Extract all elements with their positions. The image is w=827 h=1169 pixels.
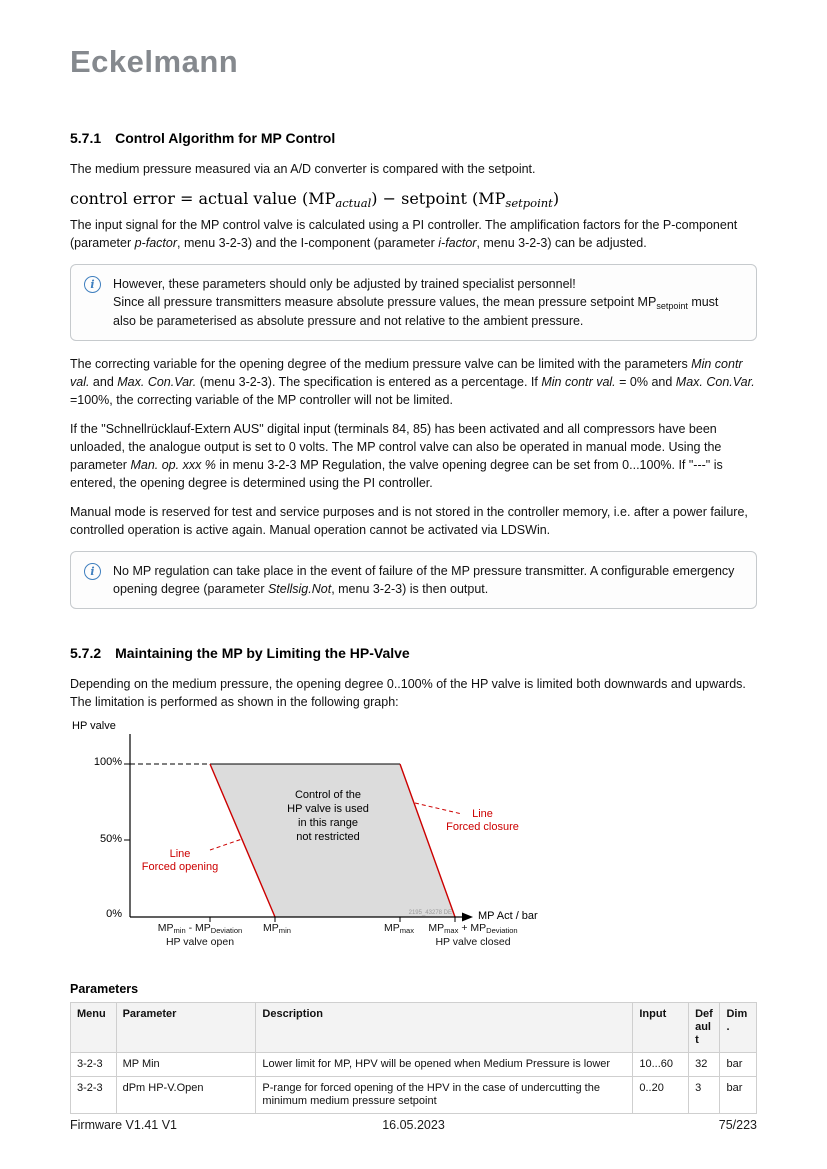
- x-tick-mpmin-deviation: $MP_{min} - MP_{Deviation}$: [157, 922, 243, 936]
- x-axis-label: MP Act / bar: [478, 910, 538, 922]
- cell-default: 32: [689, 1053, 720, 1077]
- x-note-valve-closed: HP valve closed: [435, 936, 511, 948]
- info-box-text: However, these parameters should only be adjusted by trained specialist personnel! Since all pressure transmitters measure absolute pressure values, the mean pressure setpoint $MP_{setpoint}$ must also be parameterised as absolute pressure and not relative to the ambient pressure.: [113, 277, 719, 328]
- hp-valve-limit-graph: [70, 722, 590, 974]
- info-box-text: No MP regulation can take place in the event of failure of the MP pressure transmitter. A configurable emergency opening degree (parameter Stellsig.Not, menu 3-2-3) is then output.: [113, 564, 735, 596]
- section-number: 5.7.1: [70, 130, 102, 146]
- table-header-row: [71, 1003, 757, 1053]
- forced-opening-label: Line Forced opening: [141, 848, 219, 873]
- col-input: Input: [633, 1003, 689, 1053]
- x-tick-mpmax-deviation: $MP_{max} + MP_{Deviation}$: [428, 922, 518, 936]
- col-default: Default: [689, 1003, 720, 1053]
- y-tick-0: 0%: [106, 908, 122, 920]
- cell-parameter: dPm HP-V.Open: [116, 1077, 256, 1114]
- col-dim: Dim.: [720, 1003, 757, 1053]
- paragraph-intro-572: Depending on the medium pressure, the opening degree 0..100% of the HP valve is limited both downwards and upwards. The limitation is performed as shown in the following graph:: [70, 677, 746, 709]
- page-footer: [70, 1118, 757, 1132]
- x-axis-arrow-icon: [462, 913, 473, 922]
- section-title: Maintaining the MP by Limiting the HP-Valve: [115, 645, 410, 661]
- forced-closure-label: Line Forced closure: [446, 808, 519, 833]
- cell-parameter: MP Min: [116, 1053, 256, 1077]
- footer-firmware-version: Firmware V1.41 V1: [70, 1118, 177, 1132]
- control-error-formula: control error = actual value $(MP_{actual})$ − setpoint $(MP_{setpoint})$: [70, 189, 560, 211]
- cell-input: 10...60: [633, 1053, 689, 1077]
- footer-date: 16.05.2023: [382, 1118, 445, 1132]
- figure-watermark: 2195_43278 DE: [408, 910, 452, 916]
- cell-input: 0..20: [633, 1077, 689, 1114]
- section-number: 5.7.2: [70, 645, 102, 661]
- table-row: [71, 1077, 757, 1114]
- paragraph-correcting-variable: The correcting variable for the opening degree of the medium pressure valve can be limited with the parameters Min contr val. and Max. Con.Var. (menu 3-2-3). The specification is entered as a percentage. If Min contr val. = 0% and Max. Con.Var. =100%, the correcting variable of the MP controller will not be limited.: [70, 357, 755, 407]
- cell-description: P-range for forced opening of the HPV in the case of undercutting the minimum medium pressure setpoint: [256, 1077, 633, 1114]
- paragraph-manual-mode: If the "Schnellrücklauf-Extern AUS" digital input (terminals 84, 85) has been activated and all compressors have been unloaded, the analogue output is set to 0 volts. The MP control valve can also be operated in manual mode. Using the parameter Man. op. xxx % in menu 3-2-3 MP Regulation, the valve opening degree can be set from 0...100%. If "---" is entered, the opening degree is determined using the PI controller.: [70, 422, 723, 490]
- y-tick-100: 100%: [93, 756, 122, 768]
- cell-dim: bar: [720, 1053, 757, 1077]
- x-tick-mpmax: $MP_{max}$: [383, 922, 414, 936]
- cell-dim: bar: [720, 1077, 757, 1114]
- paragraph-pi-controller: The input signal for the MP control valve is calculated using a PI controller. The amplification factors for the P-component (parameter p-factor, menu 3-2-3) and the I-component (parameter i-factor, menu 3-2-3) can be adjusted.: [70, 218, 738, 250]
- col-parameter: Parameter: [116, 1003, 256, 1053]
- info-icon: i: [84, 276, 101, 293]
- section-title: Control Algorithm for MP Control: [115, 130, 336, 146]
- section-heading-571: [70, 130, 757, 146]
- parameters-table: [70, 1002, 757, 1114]
- info-box-transmitter-failure: [70, 551, 757, 609]
- x-note-valve-open: HP valve open: [165, 936, 235, 948]
- col-menu: Menu: [71, 1003, 117, 1053]
- paragraph-intro-571: The medium pressure measured via an A/D converter is compared with the setpoint.: [70, 162, 536, 176]
- cell-default: 3: [689, 1077, 720, 1114]
- table-row: [71, 1053, 757, 1077]
- y-axis-label: HP valve: [72, 720, 116, 732]
- eckelmann-logo: Eckelmann: [70, 44, 239, 79]
- section-heading-572: [70, 645, 757, 661]
- cell-menu: 3-2-3: [71, 1077, 117, 1114]
- footer-page-number: 75/223: [718, 1118, 757, 1132]
- info-box-specialist: [70, 264, 757, 341]
- col-description: Description: [256, 1003, 633, 1053]
- cell-description: Lower limit for MP, HPV will be opened when Medium Pressure is lower: [256, 1053, 633, 1077]
- cell-menu: 3-2-3: [71, 1053, 117, 1077]
- parameters-heading: Parameters: [70, 982, 139, 996]
- y-tick-50: 50%: [99, 833, 122, 845]
- info-icon: i: [84, 563, 101, 580]
- region-label: Control of the HP valve is used in this range not restricted: [287, 789, 369, 843]
- x-tick-mpmin: $MP_{min}$: [263, 922, 291, 936]
- paragraph-service: Manual mode is reserved for test and service purposes and is not stored in the controller memory, i.e. after a power failure, controlled operation is active again. Manual operation cannot be activated via LDSWin.: [70, 505, 748, 537]
